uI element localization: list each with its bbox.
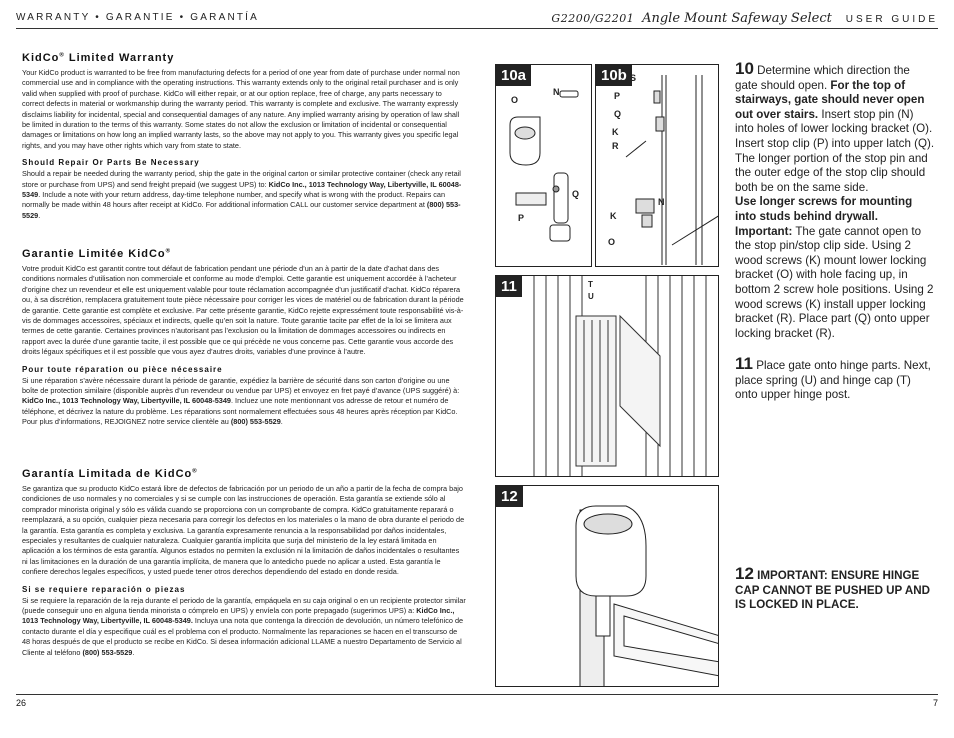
step-12: 12 IMPORTANT: ENSURE HINGE CAP CANNOT BE PUSHED UP AND IS LOCKED IN PLACE. (735, 564, 930, 612)
label-S: S (630, 73, 637, 83)
figure-10a (495, 64, 592, 267)
step-10: 10 Determine which direction the gate should open. For the top of stairways, gate should never open out over stairs. Insert stop pin (N) into holes of lower locking bracket (O). Insert stop clip (P) into upper latch (Q). The longer portion of the stop pin and the outer edge of the stop clip should both be on the same side. Use longer screws for mounting into studs behind drywall. Important: The gate cannot open to the stop pin/stop clip side. Using 2 wood screws (K) mount lower locking bracket (O) with hole facing up, in bottom 2 screw hole positions. Using 2 wood screws (K) install upper locking bracket (R). Place part (Q) onto upper locking bracket (R). (735, 59, 935, 340)
step-11-number: 11 (735, 354, 753, 374)
warranty-fr-body: Votre produit KidCo est garantit contre tout défaut de fabrication pendant une période d’un an à partir de la date d’achat dans des conditions normales d’utilisation non commerciale et conforme au mode d’emploi. Cette garantie est uniquement accordée à l’acheteur d’origine chez un revendeur et elle est uniquement valable pour toute réclamation accompagnée d’un justificatif d’achat. KidCo réparera ou, à sa discrétion, remplacera gratuitement toute pièce nécessaire pour corriger les vices de matériel ou de fabrication durant la période de garantie. Cette garantie est complète et exclusive. Par cette présente garantie, KidCo rejette expressément toute responsabilité vis-à-vis de dommages accessoires, spéciaux et indirects, quelle qu’en soit la nature. Toute garantie tacite par effet de la loi se limitera aux termes de cette garantie. Certaines provinces n’autorisant pas l’exclusion ou la limitation de dommages accessoires ou indirects en rapport avec la durée d’une garantie tacite, il est possible que ce qui précède ne vous concerne pas. Cette garantie vous accorde des droits légaux spécifiques et il est possible que vous ayez d’autres droits, variables d’une province à l’autre. (22, 264, 464, 357)
label-P: P (518, 213, 525, 223)
figure-11-tag: 11 (496, 276, 522, 297)
warranty-en-repair-title: Should Repair Or Parts Be Necessary (22, 158, 200, 168)
step-12-number: 12 (735, 564, 754, 584)
warranty-en-title: KidCo® Limited Warranty (22, 52, 175, 64)
warranty-es-repair-body: Si se requiere la reparación de la reja durante el periodo de la garantía, empáquela en su caja original o en un recipiente protector similar (puede conseguir uno en alguna tienda minorista o cómprelo en UPS) y envíela con porte prepagado (sugerimos UPS) a: KidCo Inc., 1013 Technology Way, Libertyville, IL 60048-5349. Incluya una nota que contenga la dirección de devolución, un número telefónico de contacto durante el día y especifique cuál es el problema con el producto. Normalmente las reparaciones se hacen en el transcurso de 48 horas después de que el producto se recibe en KidCo. Si desea información adicional LLAME a nuestro Departamento de Servicio al Cliente al teléfono (800) 553-5529. (22, 595, 466, 657)
header-model: G2200/G2201 (551, 12, 635, 25)
warranty-french (22, 248, 466, 428)
label-K-lower: K (610, 211, 617, 221)
warranty-fr-title: Garantie Limitée KidCo® (22, 248, 172, 260)
warranty-es-body: Se garantiza que su producto KidCo estará libre de defectos de fabricación por un periodo de un año a partir de la fecha de compra bajo condiciones de uso normales y no comerciales y si se cumple con las instrucciones de operación. Esta garantía se extiende sólo al comprador minorista original y sólo es válida cuando se proporciona con un comprobante de compra. KidCo gratuitamente reparará o reemplazará, a su opción, cualquier pieza necesaria para corregir los defectos en los materiales o la mano de obra durante el periodo de la garantía. Esta garantía es completa y exclusiva. La garantía expresamente renuncia a la responsabilidad por daños incidentales, especiales y resultantes de cualquier naturaleza. Cualquier garantía implícita que surja del ministerio de la ley estará limitada en aplicación a los términos de esta garantía. Algunos estados no permiten la exclusión ni la limitación de daños incidentales o resultantes ni las limitaciones en la duración de una garantía implícita, de manera que lo antedicho puede no aplicar a usted. Esta garantía le confiere derechos legales específicos, y usted puede tener otros derechos dependiendo del estado en donde resida. (22, 484, 465, 577)
label-N: N (553, 87, 560, 97)
label-P: P (614, 91, 621, 101)
header-rule (16, 28, 938, 29)
hinge-cap-illustration (496, 486, 719, 687)
label-Q: Q (572, 189, 580, 199)
instructions-column (735, 59, 935, 613)
label-K: K (612, 127, 619, 137)
figure-10b (595, 64, 719, 267)
warranty-fr-repair-title: Pour toute réparation ou pièce nécessaire (22, 364, 223, 374)
label-O: O (511, 95, 519, 105)
label-R: R (612, 141, 619, 151)
header-product (551, 9, 938, 26)
header-guide: USER GUIDE (845, 14, 938, 25)
warranty-english (22, 52, 466, 221)
step-10-number: 10 (735, 59, 754, 78)
warranty-en-repair-body: Should a repair be needed during the warranty period, ship the gate in the original carton or similar protective container (check any retail store or purchase from UPS) and send freight prepaid (we suggest UPS) to: KidCo Inc., 1013 Technology Way, Libertyville, IL 60048-5349. Include a note with your return address, day-time telephone number, and specify what is wrong with the product. Repairs can normally be made within 48 hours after receipt at KidCo. For additional information CALL our customer service department at (800) 553-5529. (22, 169, 462, 220)
warranty-en-body: Your KidCo product is warranted to be free from manufacturing defects for a period of one year from date of purchase under normal non commercial use and in compliance with the operating instructions. This warranty extends only to the original retail purchaser and is only valid when supplied with proof of purchase. KidCo will either repair, or at our option replace, free of charge, any parts necessary to correct defects in material or workmanship during the warranty period. This warranty is complete and exclusive. The warranty expressly disclaims liability for incidental, special and consequential damages of any nature. Any implied warranty arising by operation of law shall be limited in duration to the terms of this warranty. Some states do not allow the exclusion or limitation of incidental or consequential damages or limitations on how long an implied warranty lasts, so the above may not apply to you. This warranty gives you specific legal rights, and you may have other rights which vary from state to state. (22, 68, 460, 150)
label-T: T (588, 280, 593, 289)
figure-12 (495, 485, 719, 687)
page-number-right: 7 (932, 698, 938, 708)
gate-hinge-illustration (496, 276, 719, 477)
step-11: 11 Place gate onto hinge parts. Next, place spring (U) and hinge cap (T) onto upper hinge post. (735, 354, 931, 402)
header-product-name: Angle Mount Safeway Select (642, 11, 832, 26)
figure-11 (495, 275, 719, 477)
figure-10a-tag: 10a (496, 65, 531, 86)
label-U: U (588, 292, 594, 301)
footer-rule (16, 694, 938, 695)
page-number-left: 26 (16, 698, 27, 708)
warranty-es-title: Garantía Limitada de KidCo® (22, 468, 198, 480)
label-O: O (608, 237, 616, 247)
warranty-fr-repair-body: Si une réparation s’avère nécessaire durant la période de garantie, expédiez la barrière de sécurité dans son carton d’origine ou une boîte de protection similaire (disponible auprès d’un revendeur ou vendue par UPS) et envoyez en fret payé d’avance (UPS suggéré) à: KidCo Inc., 1013 Technology Way, Libertyville, IL 60048-5349. Incluez une note mentionnant vos adresse de retour et numéro de téléphone, et décrivez la nature du problème. Les réparations sont normalement effectuées sous 48 heures après réception par KidCo. Pour plus d’informations, REJOIGNEZ notre service clientèle au (800) 553-5529. (22, 375, 460, 427)
figure-12-tag: 12 (496, 486, 523, 507)
warranty-spanish (22, 468, 466, 658)
figure-10b-tag: 10b (596, 65, 632, 86)
label-Q: Q (614, 109, 622, 119)
warranty-es-repair-title: Si se requiere reparación o piezas (22, 584, 186, 594)
header-section-title: WARRANTY • GARANTIE • GARANTÍA (16, 12, 260, 23)
label-N: N (658, 197, 665, 207)
